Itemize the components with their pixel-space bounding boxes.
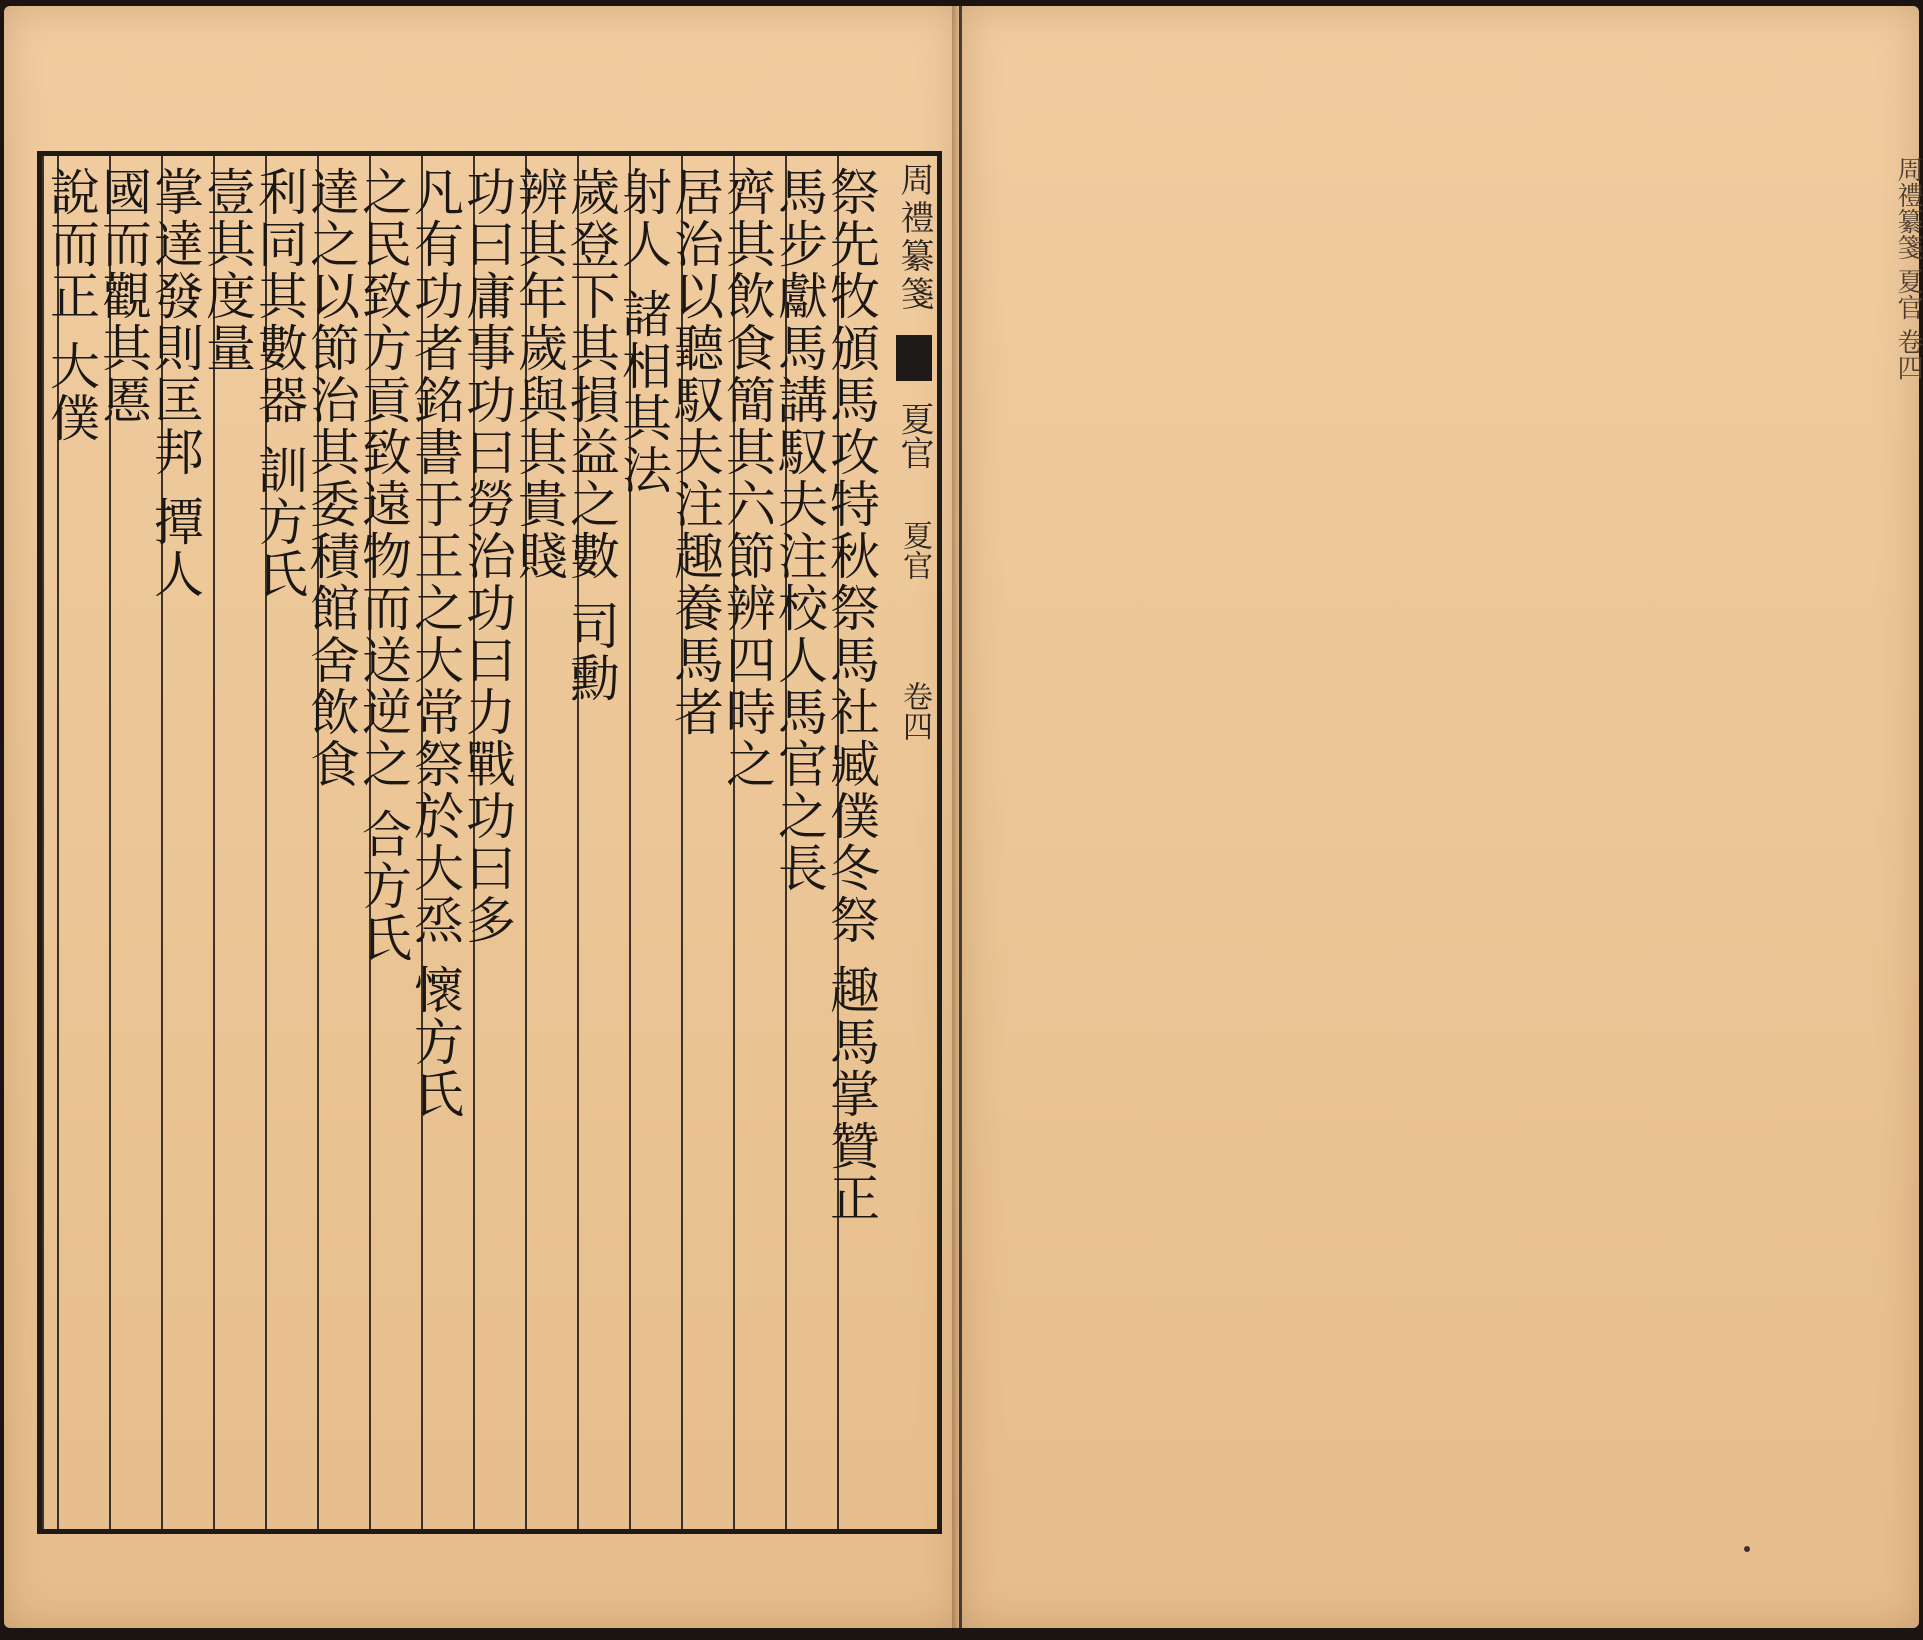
left-page [4,6,959,1628]
text-column: 祭先牧頒馬攻特秋祭馬社臧僕冬祭 趣馬掌贊正 [837,156,889,1529]
text-column: 國而觀其慝 [109,156,161,1529]
text-column: 居治以聽馭夫注趣養馬者 [681,156,733,1529]
right-margin-title [1890,156,1923,856]
text-column: 齊其飲食簡其六節辨四時之 [733,156,785,1529]
ink-speck [1744,1546,1750,1552]
left-margin-title [891,156,939,1529]
fishtail-mark [896,335,932,381]
text-column: 壹其度量 [213,156,265,1529]
text-column: 馬步獻馬講馭夫注校人馬官之長 [785,156,837,1529]
folio-label: 卷四 [897,681,932,742]
section-label: 夏官 [894,401,934,470]
text-column [42,156,57,1529]
folio-label: 卷四 [1893,328,1923,381]
text-column: 掌達發則匡邦 撢人 [161,156,213,1529]
text-column: 射人 諸相其法 [629,156,681,1529]
text-column: 之民致方貢致遠物而送逆之 合方氏 [369,156,421,1529]
text-column: 凡有功者銘書于王之大常祭於大烝 懷方氏 [421,156,473,1529]
text-column: 利同其數器 訓方氏 [265,156,317,1529]
text-column: 說而正 大僕 [57,156,109,1529]
text-column: 辨其年歲與其貴賤 [525,156,577,1529]
text-column: 歲登下其損益之數 司勳 [577,156,629,1529]
text-column: 功曰庸事功曰勞治功曰力戰功曰多 [473,156,525,1529]
book-title: 周禮纂箋 [1893,156,1923,260]
left-text-frame [37,151,942,1534]
right-page [962,6,1923,1628]
book-title: 周禮纂箋 [894,162,934,314]
text-column: 達之以節治其委積館舍飲食 [317,156,369,1529]
section-label: 夏官 [1893,268,1923,321]
volume-label: 夏官 [897,520,932,581]
